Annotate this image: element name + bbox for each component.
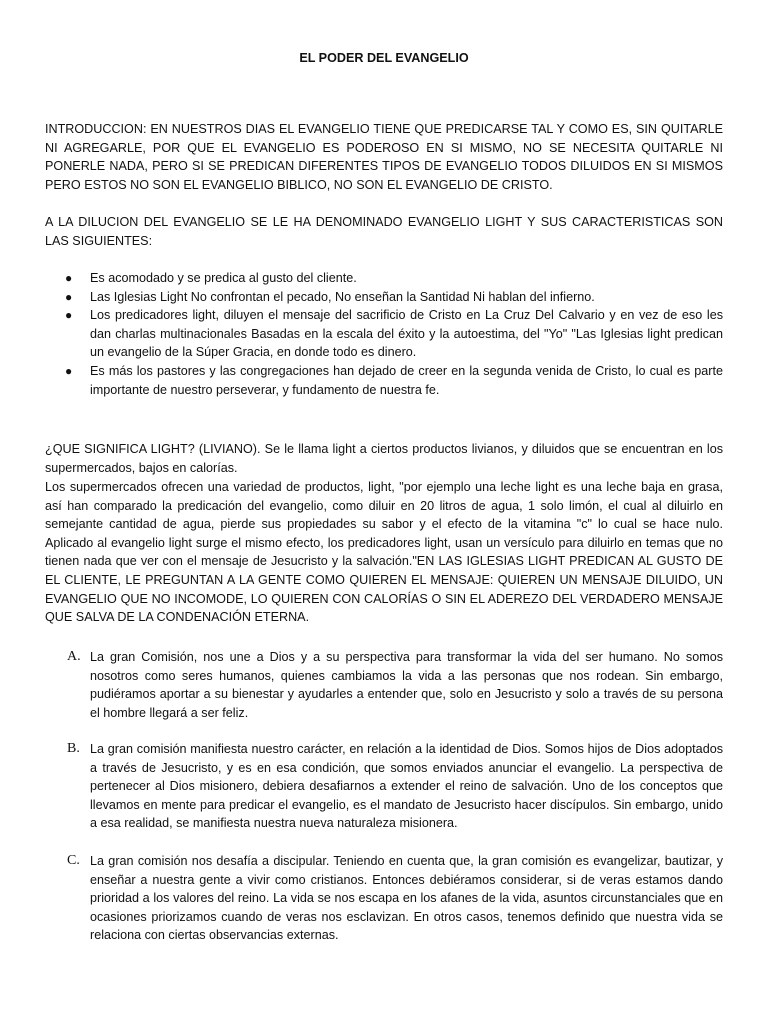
lettered-item-b: [45, 740, 723, 833]
list-item-text: Las Iglesias Light No confrontan el pecado, No enseñan la Santidad Ni hablan del infierno.: [90, 289, 595, 304]
item-letter: C.: [67, 853, 80, 868]
bullet-icon: ●: [65, 363, 73, 378]
item-text: La gran Comisión, nos une a Dios y a su perspectiva para transformar la vida del ser humano. No somos nosotros como seres humanos, quienes cambiamos la vida a las personas que nos rodean. Sin embargo, pudiéramos aportar a su bienestar y ayudarles a entender que, solo en Jesucristo y solo a través de su persona el hombre llegará a ser feliz.: [90, 650, 723, 720]
intro-paragraph: INTRODUCCION: EN NUESTROS DIAS EL EVANGELIO TIENE QUE PREDICARSE TAL Y COMO ES, SIN QUITARLE NI AGREGARLE, POR QUE EL EVANGELIO ES PODEROSO EN SI MISMO, NO SE NECESITA QUITARLE NI PONERLE NADA, PERO SI SE PREDICAN DIFERENTES TIPOS DE EVANGELIO TODOS DILUIDOS EN SI MISMOS PERO ESTOS NO SON EL EVANGELIO BIBLICO, NO SON EL EVANGELIO DE CRISTO.: [45, 122, 723, 192]
characteristics-list: [45, 269, 723, 399]
light-body-paragraph: Los supermercados ofrecen una variedad de productos, light, "por ejemplo una leche light es una leche baja en grasa, así han comparado la predicación del evangelio, como diluir en 20 litros de agua, 1 solo limón, el cual al diluirlo en semejante cantidad de agua, pierde sus propiedades su sabor y el efecto de la vitamina "c" lo cual se hace nulo. Aplicado al evangelio light surge el mismo efecto, los predicadores light, usan un versículo para diluirlo en temas que no tienen nada que ver con el mensaje de Jesucristo y la salvación."EN LAS IGLESIAS LIGHT PREDICAN AL GUSTO DE EL CLIENTE, LE PREGUNTAN A LA GENTE COMO QUIEREN EL MENSAJE: QUIEREN UN MENSAJE DILUIDO, UN EVANGELIO QUE NO INCOMODE, LO QUIEREN CON CALORÍAS O SIN EL ADEREZO DEL VERDADERO MENSAJE QUE SALVA DE LA CONDENACIÓN ETERNA.: [45, 480, 723, 625]
item-text: La gran comisión manifiesta nuestro carácter, en relación a la identidad de Dios. Somos hijos de Dios adoptados a través de Jesucristo, y es en esa condición, que somos enviados anunciar el evangelio. La perspectiva de pertenecer al Dios misionero, debiera desafiarnos a extender el reino de salvación. Uno de los conceptos que llevamos en mente para predicar el evangelio, es el mandato de Jesucristo hacer discípulos. Sin embargo, unido a esa realidad, se manifiesta nuestra nueva naturaleza misionera.: [90, 742, 723, 831]
list-item: [45, 288, 723, 307]
list-item: [45, 362, 723, 399]
list-item: [45, 306, 723, 362]
list-item: [45, 740, 723, 833]
item-letter: A.: [67, 649, 81, 664]
list-item: [45, 648, 723, 722]
list-item-text: Es acomodado y se predica al gusto del cliente.: [90, 271, 357, 285]
item-letter: B.: [67, 741, 80, 756]
bullet-icon: ●: [65, 308, 73, 323]
list-item: [45, 269, 723, 288]
lettered-item-a: [45, 648, 723, 722]
bullet-icon: ●: [65, 271, 73, 285]
light-question-paragraph: ¿QUE SIGNIFICA LIGHT? (LIVIANO). Se le llama light a ciertos productos livianos, y diluidos que se encuentran en los supermercados, bajos en calorías.: [45, 442, 723, 475]
list-item: [45, 852, 723, 945]
dilution-paragraph: A LA DILUCION DEL EVANGELIO SE LE HA DENOMINADO EVANGELIO LIGHT Y SUS CARACTERISTICAS SON LAS SIGUIENTES:: [45, 215, 723, 248]
bullet-icon: ●: [65, 289, 73, 304]
list-item-text: Los predicadores light, diluyen el mensaje del sacrificio de Cristo en La Cruz Del Calvario y en vez de eso les dan charlas multinacionales Basadas en la escala del éxito y la autoestima, del "Yo" "Las Iglesias light predican un evangelio de la Súper Gracia, en donde todo es dinero.: [90, 308, 723, 360]
list-item-text: Es más los pastores y las congregaciones han dejado de creer en la segunda venida de Cristo, lo cual es parte importante de nuestro perseverar, y fundamento de nuestra fe.: [90, 363, 723, 397]
document-title: EL PODER DEL EVANGELIO: [299, 51, 469, 65]
lettered-item-c: [45, 852, 723, 945]
item-text: La gran comisión nos desafía a discipular. Teniendo en cuenta que, la gran comisión es evangelizar, bautizar, y enseñar a nuestra gente a vivir como cristianos. Entonces debiéramos considerar, si de veras estamos dando prioridad a los valores del reino. La vida se nos escapa en los afanes de la vida, asuntos circunstanciales que en ocasiones priorizamos cuando de veras nos esclavizan. En otros casos, tenemos definido que nuestra vida se relaciona con ciertas observancias externas.: [90, 854, 723, 943]
